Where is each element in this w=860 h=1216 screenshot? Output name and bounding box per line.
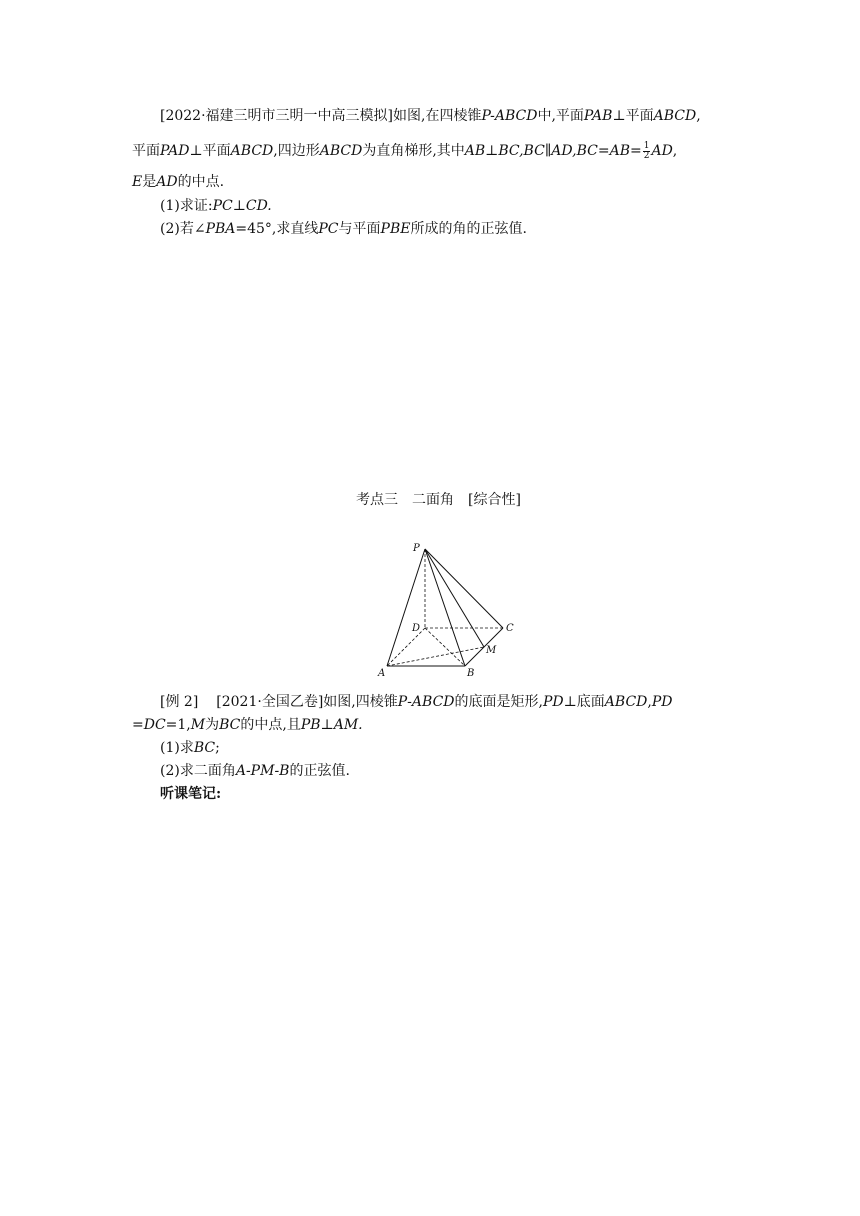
math: ABCD bbox=[411, 694, 455, 710]
text: ⊥平面 bbox=[189, 143, 231, 159]
edge-PC bbox=[425, 549, 503, 628]
math: AD bbox=[651, 143, 673, 159]
example2-tag: [例 2] bbox=[160, 694, 199, 710]
math: DC bbox=[143, 717, 166, 733]
math: PAD bbox=[160, 143, 190, 159]
label-M: M bbox=[486, 645, 497, 656]
math: E bbox=[132, 174, 143, 190]
lecture-notes-label: 听课笔记: bbox=[160, 786, 222, 802]
text: 如图,在四棱锥 bbox=[393, 108, 482, 124]
math: AD bbox=[156, 174, 178, 190]
fraction-denominator: 2 bbox=[643, 150, 650, 161]
fraction-numerator: 1 bbox=[643, 140, 650, 151]
label-P: P bbox=[413, 543, 420, 554]
text: 为直角梯形,其中 bbox=[362, 143, 465, 159]
label-C: C bbox=[506, 623, 514, 634]
math: ABCD bbox=[653, 108, 697, 124]
example2-line1 bbox=[160, 692, 673, 712]
text: 的中点. bbox=[177, 174, 225, 190]
text: =45°,求直线 bbox=[235, 221, 319, 237]
problem1-source: [2022·福建三明市三明一中高三模拟] bbox=[160, 108, 394, 124]
text: (2)若∠ bbox=[160, 221, 206, 237]
math: AB bbox=[609, 143, 630, 159]
math: P bbox=[397, 694, 408, 710]
example2-line2 bbox=[132, 715, 363, 735]
edge-AM bbox=[387, 647, 484, 666]
problem1-line1 bbox=[160, 106, 701, 126]
text: (1)求证: bbox=[160, 198, 213, 214]
edge-PM bbox=[425, 549, 484, 647]
label-A: A bbox=[378, 668, 386, 679]
math: PBA bbox=[205, 221, 236, 237]
text: , bbox=[672, 143, 678, 159]
section-title: 考点三 二面角 [综合性] bbox=[356, 492, 521, 508]
math: BC bbox=[193, 740, 216, 756]
text: =1, bbox=[165, 717, 191, 733]
text: 如图,四棱锥 bbox=[323, 694, 398, 710]
math: BC bbox=[219, 717, 241, 733]
math: PB⊥AM. bbox=[300, 717, 363, 733]
math: A-PM-B bbox=[235, 763, 290, 779]
edge-PA bbox=[387, 549, 425, 666]
edge-BC bbox=[465, 628, 503, 666]
text: ⊥底面 bbox=[563, 694, 605, 710]
text: = bbox=[132, 717, 144, 733]
text: 的中点,且 bbox=[240, 717, 301, 733]
math: M bbox=[190, 717, 206, 733]
math: PBE bbox=[380, 221, 411, 237]
problem1-question1 bbox=[160, 196, 272, 216]
text: (1)求 bbox=[160, 740, 194, 756]
math: ABCD bbox=[604, 694, 648, 710]
text: 为 bbox=[205, 717, 220, 733]
text: = bbox=[629, 143, 642, 159]
problem1-question2 bbox=[160, 219, 527, 239]
example2-source: [2021·全国乙卷] bbox=[216, 694, 324, 710]
math: PAB bbox=[583, 108, 613, 124]
label-B: B bbox=[467, 668, 475, 679]
math: AB⊥BC,BC∥AD,BC bbox=[464, 143, 598, 159]
fraction-one-half bbox=[643, 142, 651, 161]
pyramid-figure bbox=[372, 538, 524, 684]
text: 中,平面 bbox=[537, 108, 584, 124]
text: ⊥平面 bbox=[612, 108, 654, 124]
problem1-line3 bbox=[132, 172, 224, 192]
example2-question2 bbox=[160, 761, 350, 781]
math: ABCD bbox=[230, 143, 274, 159]
text: ; bbox=[215, 740, 220, 756]
text: 的正弦值. bbox=[289, 763, 350, 779]
text: , bbox=[647, 694, 652, 710]
text: 是 bbox=[142, 174, 157, 190]
math: P-ABCD bbox=[481, 108, 538, 124]
text: 的底面是矩形, bbox=[454, 694, 543, 710]
math: PD bbox=[651, 694, 673, 710]
text: 平面 bbox=[132, 143, 160, 159]
text: ,四边形 bbox=[273, 143, 320, 159]
text: 所成的角的正弦值. bbox=[410, 221, 527, 237]
example2-question1 bbox=[160, 738, 220, 758]
label-D: D bbox=[412, 623, 421, 634]
problem1-line2 bbox=[132, 141, 677, 161]
text: , bbox=[696, 108, 701, 124]
math: PD bbox=[542, 694, 564, 710]
text: 与平面 bbox=[338, 221, 381, 237]
math: ABCD bbox=[319, 143, 363, 159]
text: - bbox=[407, 694, 412, 710]
text: = bbox=[597, 143, 610, 159]
math: PC bbox=[318, 221, 339, 237]
math: PC⊥CD. bbox=[212, 198, 272, 214]
edge-PB bbox=[425, 549, 465, 666]
text: (2)求二面角 bbox=[160, 763, 236, 779]
